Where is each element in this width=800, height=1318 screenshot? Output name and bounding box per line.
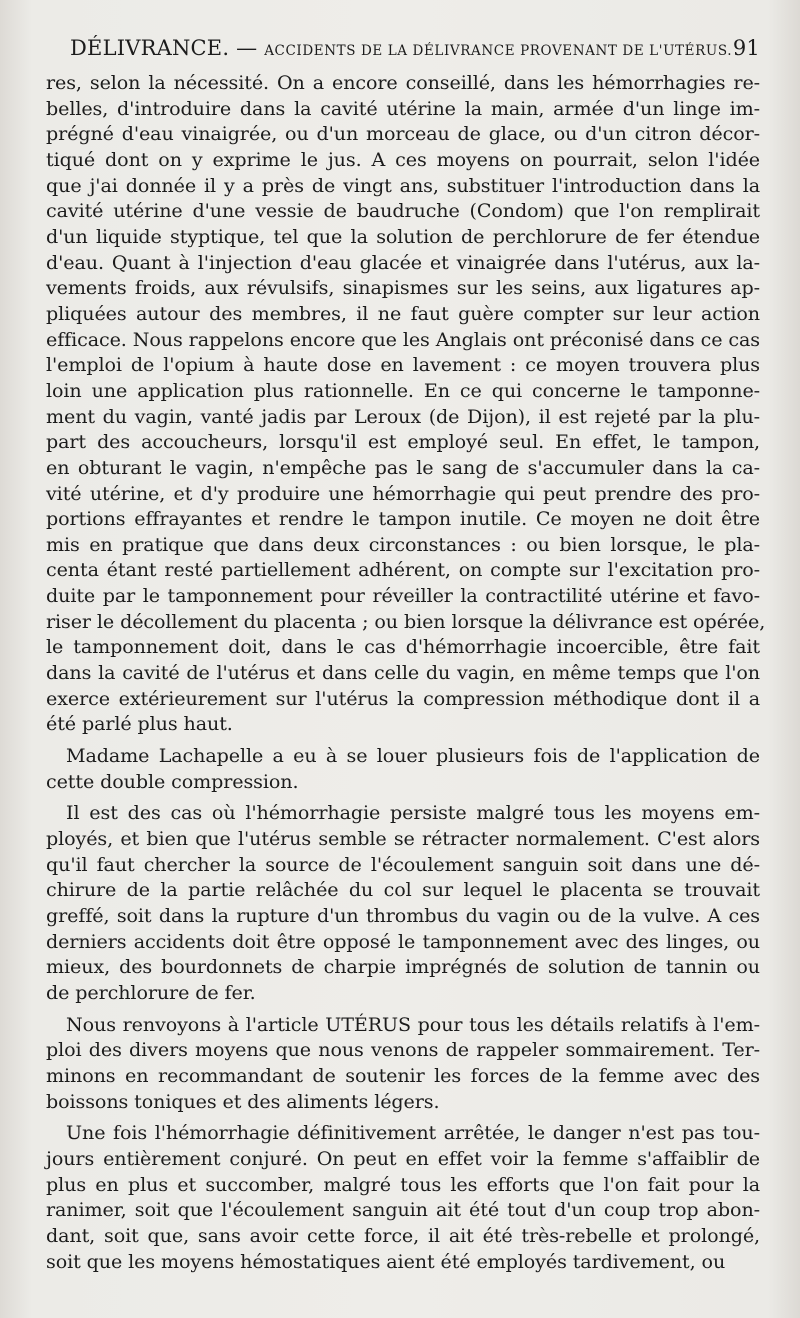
text-line: le tamponnement doit, dans le cas d'hémorrhagie incoercible, être fait [46, 635, 760, 659]
text-line: portions effrayantes et rendre le tampon inutile. Ce moyen ne doit être [46, 507, 760, 531]
paragraph [46, 743, 760, 794]
text-line: Il est des cas où l'hémorrhagie persiste malgré tous les moyens em- [66, 801, 760, 825]
page-number: 91 [732, 36, 760, 60]
text-line: part des accoucheurs, lorsqu'il est employé seul. En effet, le tampon, [46, 430, 760, 454]
chapter-title: DÉLIVRANCE. [70, 36, 230, 60]
paragraph [46, 800, 760, 1005]
text-line: ranimer, soit que l'écoulement sanguin ait été tout d'un coup trop abon- [46, 1198, 760, 1222]
text-line: tiqué dont on y exprime le jus. A ces moyens on pourrait, selon l'idée [46, 147, 760, 171]
text-line: de perchlorure de fer. [46, 980, 256, 1004]
text-line: qu'il faut chercher la source de l'écoulement sanguin soit dans une dé- [46, 852, 760, 876]
text-line: en obturant le vagin, n'empêche pas le sang de s'accumuler dans la ca- [46, 455, 760, 479]
text-line: cette double compression. [46, 769, 299, 793]
text-line: mieux, des bourdonnets de charpie imprégnés de solution de tannin ou [46, 955, 760, 979]
text-line: dant, soit que, sans avoir cette force, il ait été très-rebelle et prolongé, [46, 1223, 760, 1247]
text-line: efficace. Nous rappelons encore que les Anglais ont préconisé dans ce cas [46, 327, 760, 351]
text-line: exerce extérieurement sur l'utérus la compression méthodique dont il a [46, 686, 760, 710]
text-line: chirure de la partie relâchée du col sur lequel le placenta se trouvait [46, 878, 760, 902]
text-line: dans la cavité de l'utérus et dans celle du vagin, en même temps que l'on [46, 661, 760, 685]
text-line: greffé, soit dans la rupture d'un thrombus du vagin ou de la vulve. A ces [46, 904, 760, 927]
text-line: été parlé plus haut. [46, 712, 233, 736]
text-line: Nous renvoyons à l'article UTÉRUS pour tous les détails relatifs à l'em- [66, 1012, 760, 1036]
text-line: res, selon la nécessité. On a encore conseillé, dans les hémorrhagies re- [46, 71, 760, 94]
text-line: ment du vagin, vanté jadis par Leroux (de Dijon), il est rejeté par la plu- [46, 404, 760, 428]
text-line: prégné d'eau vinaigrée, ou d'un morceau de glace, ou d'un citron décor- [46, 122, 760, 146]
running-title [70, 36, 732, 60]
body-text [46, 70, 766, 1274]
text-line: l'emploi de l'opium à haute dose en lavement : ce moyen trouvera plus [46, 353, 760, 377]
text-line: Madame Lachapelle a eu à se louer plusieurs fois de l'application de [66, 744, 760, 768]
title-dash: — [236, 36, 258, 60]
text-line: d'un liquide styptique, tel que la solution de perchlorure de fer étendue [46, 224, 760, 248]
text-line: jours entièrement conjuré. On peut en effet voir la femme s'affaiblir de [46, 1146, 760, 1170]
text-line: duite par le tamponnement pour réveiller la contractilité utérine et favo- [46, 584, 760, 608]
running-head [70, 36, 760, 60]
text-line: cavité utérine d'une vessie de baudruche (Condom) que l'on remplirait [46, 199, 760, 223]
paragraph [46, 70, 766, 737]
text-line: vements froids, aux révulsifs, sinapismes sur les seins, aux ligatures ap- [46, 276, 760, 300]
text-line: que j'ai donnée il y a près de vingt ans, substituer l'introduction dans la [46, 173, 760, 197]
text-line: ployés, et bien que l'utérus semble se rétracter normalement. C'est alors [46, 827, 760, 851]
text-line: centa étant resté partiellement adhérent, on compte sur l'excitation pro- [46, 558, 760, 582]
text-line: Une fois l'hémorrhagie définitivement arrêtée, le danger n'est pas tou- [66, 1121, 760, 1145]
text-line: boissons toniques et des aliments légers. [46, 1089, 440, 1113]
text-line: belles, d'introduire dans la cavité utérine la main, armée d'un linge im- [46, 96, 760, 120]
text-line: mis en pratique que dans deux circonstances : ou bien lorsque, le pla- [46, 532, 760, 556]
paragraph [46, 1012, 760, 1115]
text-line: minons en recommandant de soutenir les forces de la femme avec des [46, 1063, 760, 1087]
paragraph [46, 1120, 760, 1274]
text-line: vité utérine, et d'y produire une hémorrhagie qui peut prendre des pro- [46, 481, 760, 505]
text-line: pliquées autour des membres, il ne faut guère compter sur leur action [46, 301, 760, 325]
text-line: ploi des divers moyens que nous venons de rappeler sommairement. Ter- [46, 1038, 760, 1062]
text-line: derniers accidents doit être opposé le tamponnement avec des linges, ou [46, 929, 760, 953]
text-line: d'eau. Quant à l'injection d'eau glacée et vinaigrée dans l'utérus, aux la- [46, 250, 760, 274]
text-line: riser le décollement du placenta ; ou bien lorsque la délivrance est opérée, [46, 609, 766, 633]
text-line: plus en plus et succomber, malgré tous les efforts que l'on fait pour la [46, 1172, 760, 1196]
text-line: soit que les moyens hémostatiques aient été employés tardivement, ou [46, 1249, 726, 1273]
text-line: loin une application plus rationnelle. En ce qui concerne le tamponne- [46, 378, 760, 402]
section-subtitle: ACCIDENTS DE LA DÉLIVRANCE PROVENANT DE L'UTÉRUS. [264, 43, 733, 59]
